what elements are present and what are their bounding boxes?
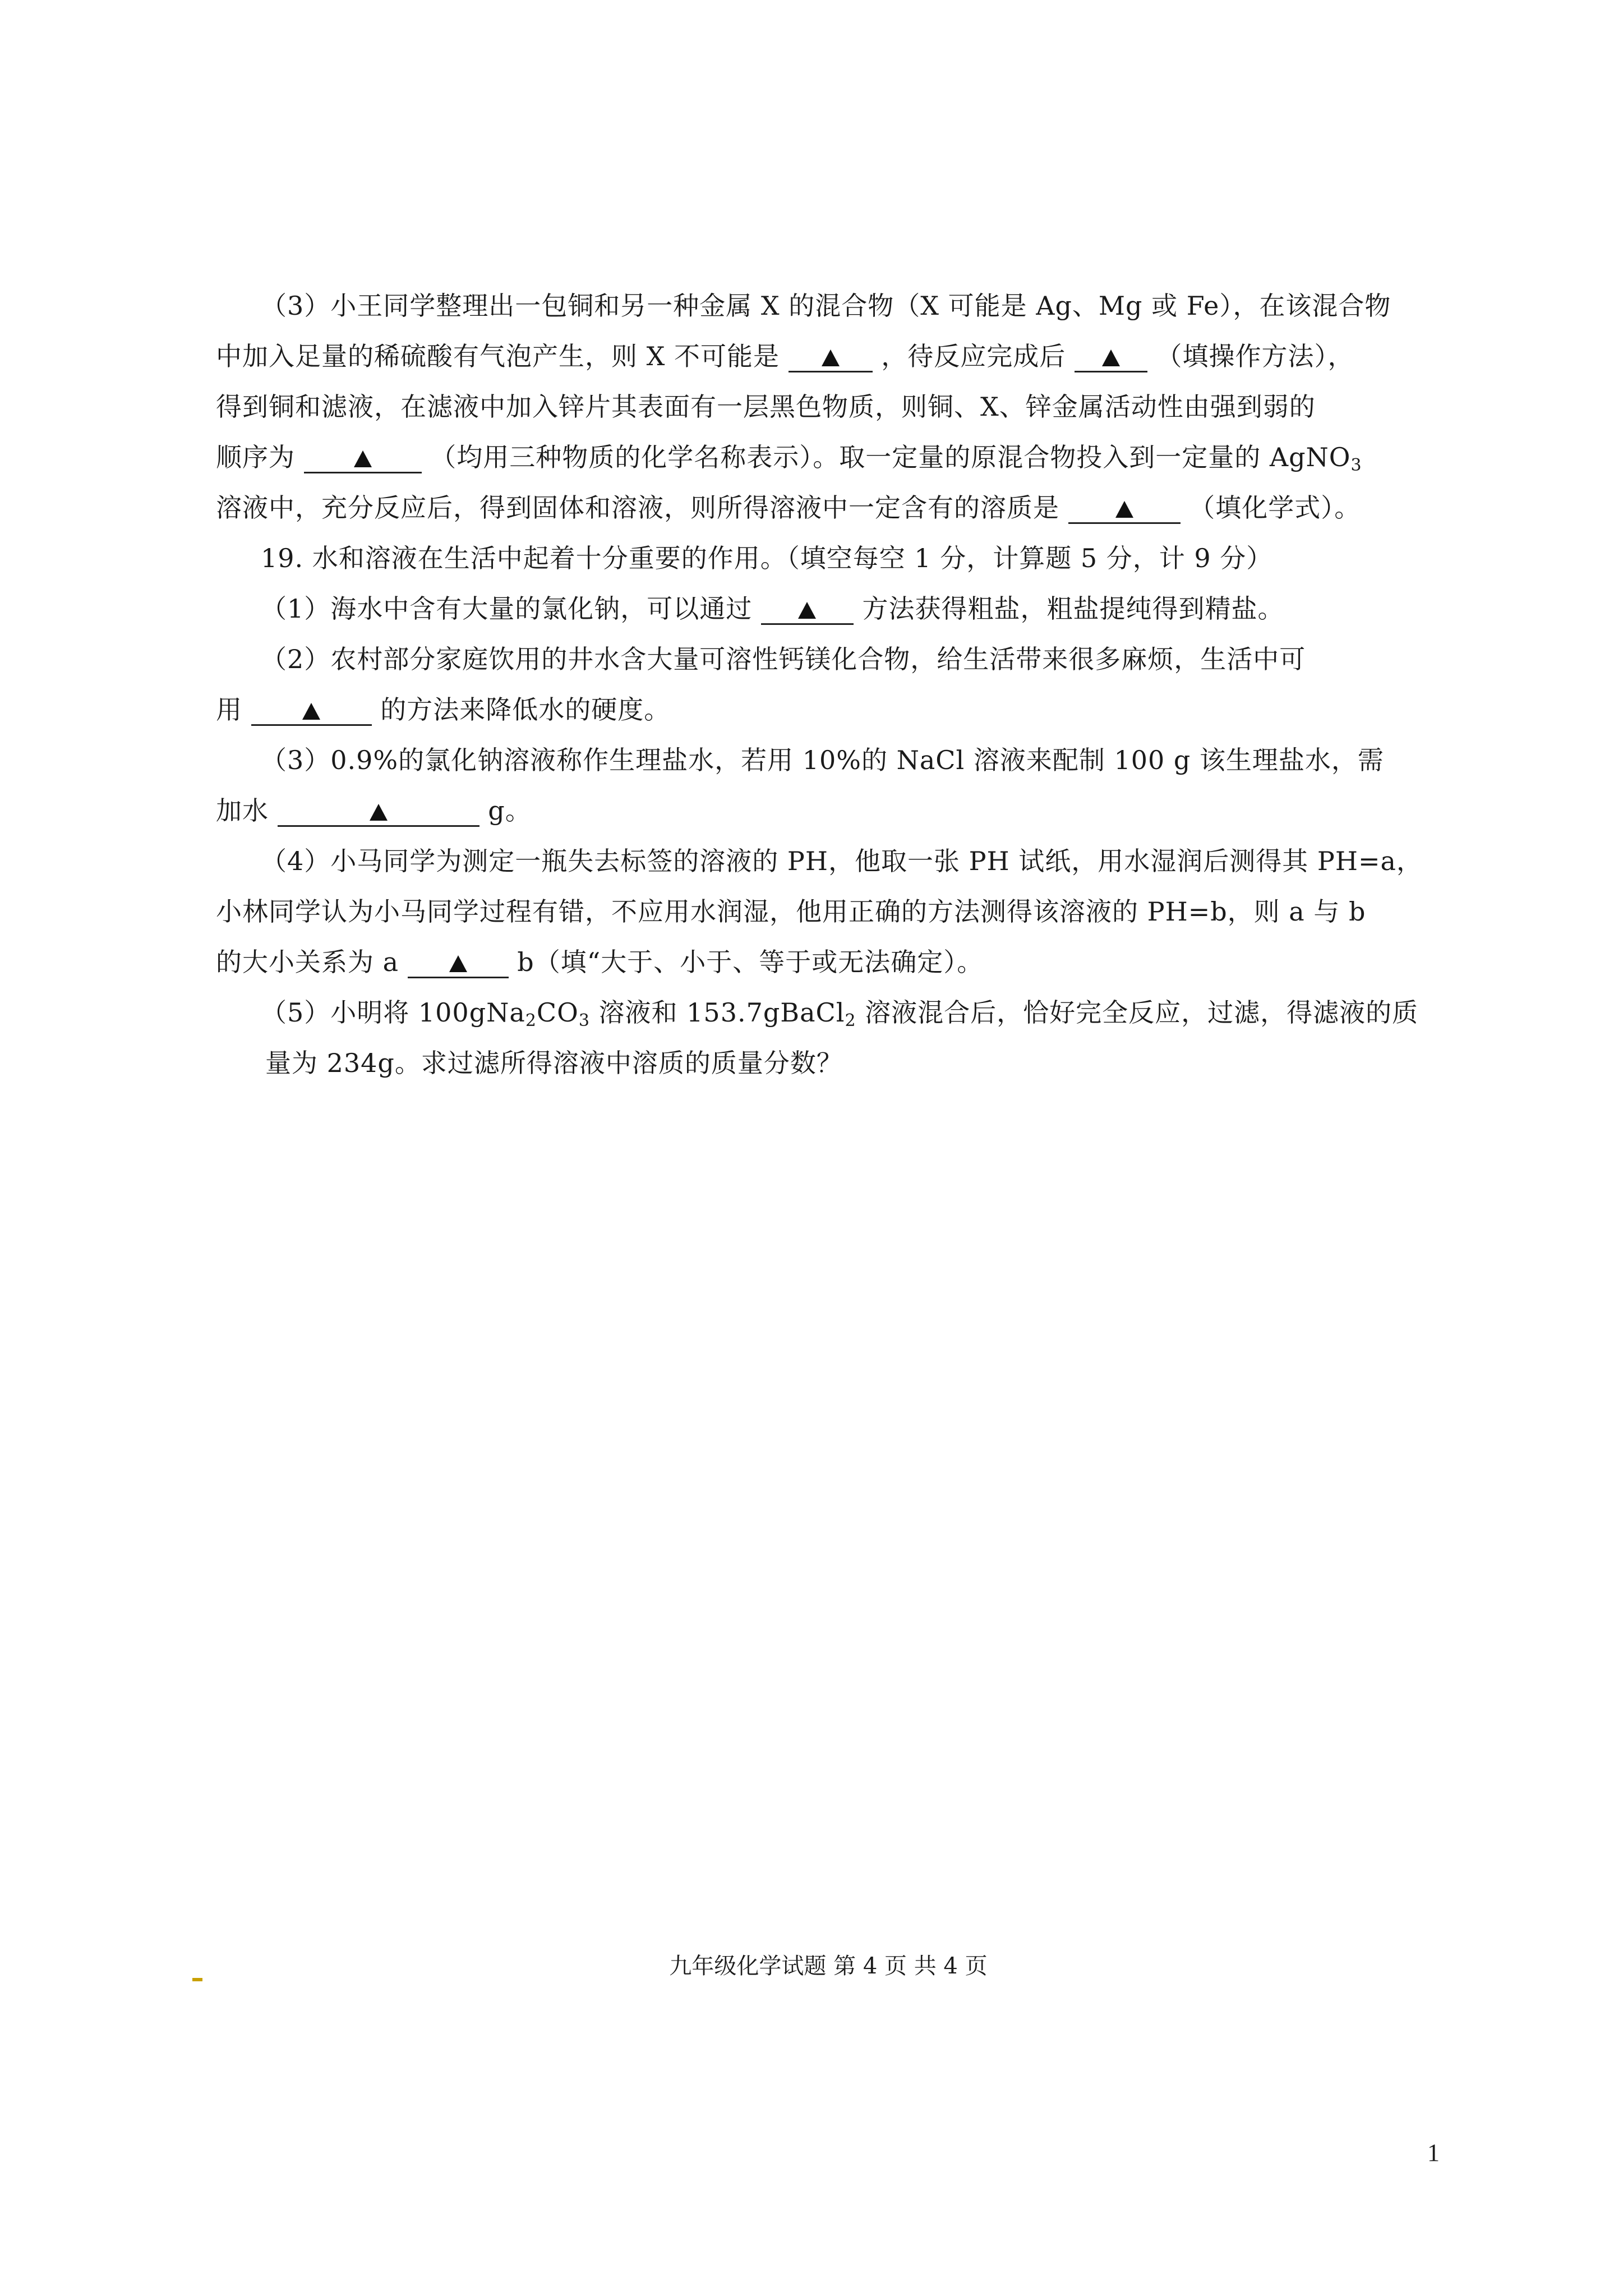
answer-blank[interactable] <box>1075 339 1147 372</box>
answer-blank[interactable] <box>408 945 509 978</box>
q19-part5-text: （5）小明将 100gNa <box>261 997 525 1028</box>
answer-blank[interactable] <box>789 339 873 372</box>
q19-part5-line1 <box>216 987 1419 1038</box>
q19-part3-text-c: g。 <box>488 795 532 826</box>
subscript: 2 <box>525 1011 537 1030</box>
page-footer: 九年级化学试题 第 4 页 共 4 页 <box>669 1953 988 1979</box>
q19-part3-line2 <box>216 785 1343 836</box>
q18-3-line4 <box>216 432 1362 482</box>
q19-part4-text-d: b（填“大于、小于、等于或无法确定）。 <box>517 947 984 977</box>
q18-3-line5-text-a: 溶液中，充分反应后，得到固体和溶液，则所得溶液中一定含有的溶质是 <box>216 493 1059 523</box>
q19-part5-text: CO <box>536 997 579 1028</box>
q19-part5-text: 溶液和 153.7gBaCl <box>589 997 845 1028</box>
q19-part1-text-b: 方法获得粗盐，粗盐提纯得到精盐。 <box>862 593 1284 624</box>
q19-part4-text-c: 的大小关系为 a <box>216 947 399 977</box>
answer-blank[interactable] <box>1068 491 1181 524</box>
q18-3-line2 <box>216 331 1354 381</box>
q19-part1 <box>216 583 1343 634</box>
triangle-marker-icon <box>1102 349 1120 366</box>
triangle-marker-icon <box>798 602 816 619</box>
answer-blank[interactable] <box>278 794 479 827</box>
triangle-marker-icon <box>822 349 840 366</box>
question-content <box>216 280 1423 1088</box>
q19-part2-line1: （2）农村部分家庭饮用的井水含大量可溶性钙镁化合物，给生活带来很多麻烦，生活中可 <box>261 644 1306 674</box>
q19-part2-line2 <box>216 684 1343 735</box>
answer-blank[interactable] <box>761 592 854 625</box>
q19-title: 19. 水和溶液在生活中起着十分重要的作用。（填空每空 1 分，计算题 5 分，计 9 分） <box>261 543 1273 573</box>
q19-part5-line2: 量为 234g。求过滤所得溶液中溶质的质量分数？ <box>265 1048 843 1078</box>
q18-3-line2-text-b: ，待反应完成后 <box>881 341 1066 371</box>
q19-part3-line1: （3）0.9%的氯化钠溶液称作生理盐水，若用 10%的 NaCl 溶液来配制 100 g 该生理盐水，需 <box>261 745 1384 775</box>
subscript: 3 <box>1350 455 1362 475</box>
q19-part4-line3 <box>216 937 1343 987</box>
q19-part1-text-a: （1）海水中含有大量的氯化钠，可以通过 <box>261 593 753 624</box>
q18-3-line5-text-b: （填化学式）。 <box>1189 493 1361 523</box>
q18-3-line4-text-b: （均用三种物质的化学名称表示）。取一定量的原混合物投入到一定量的 AgNO <box>430 442 1351 472</box>
q18-3-line5 <box>216 482 1361 533</box>
q19-part2-text-c: 的方法来降低水的硬度。 <box>380 694 671 725</box>
triangle-marker-icon <box>370 804 388 821</box>
triangle-marker-icon <box>354 450 372 467</box>
q18-3-line2-text-a: 中加入足量的稀硫酸有气泡产生，则 X 不可能是 <box>216 341 780 371</box>
page-number: 1 <box>1427 2139 1440 2166</box>
q19-part4-line2: 小林同学认为小马同学过程有错，不应用水润湿，他用正确的方法测得该溶液的 PH=b，则 a 与 b <box>216 896 1366 927</box>
q18-3-line2-text-c: （填操作方法）， <box>1156 341 1354 371</box>
triangle-marker-icon <box>302 703 320 720</box>
triangle-marker-icon <box>449 955 467 972</box>
q18-3-line1: （3）小王同学整理出一包铜和另一种金属 X 的混合物（X 可能是 Ag、Mg 或 Fe），在该混合物 <box>261 291 1391 321</box>
q18-3-line4-text-a: 顺序为 <box>216 442 295 472</box>
subscript: 2 <box>845 1011 856 1030</box>
answer-blank[interactable] <box>304 440 422 473</box>
q19-part5-text: 溶液混合后，恰好完全反应，过滤，得滤液的质 <box>856 997 1419 1028</box>
triangle-marker-icon <box>1115 501 1133 518</box>
q19-part4-line1: （4）小马同学为测定一瓶失去标签的溶液的 PH，他取一张 PH 试纸，用水湿润后测得其 PH=a， <box>261 846 1423 876</box>
answer-blank[interactable] <box>251 693 372 726</box>
subscript: 3 <box>578 1011 590 1030</box>
q19-part2-text-b: 用 <box>216 694 242 725</box>
q19-part3-text-b: 加水 <box>216 795 269 826</box>
q18-3-line3: 得到铜和滤液，在滤液中加入锌片其表面有一层黑色物质，则铜、X、锌金属活动性由强到弱的 <box>216 392 1316 422</box>
